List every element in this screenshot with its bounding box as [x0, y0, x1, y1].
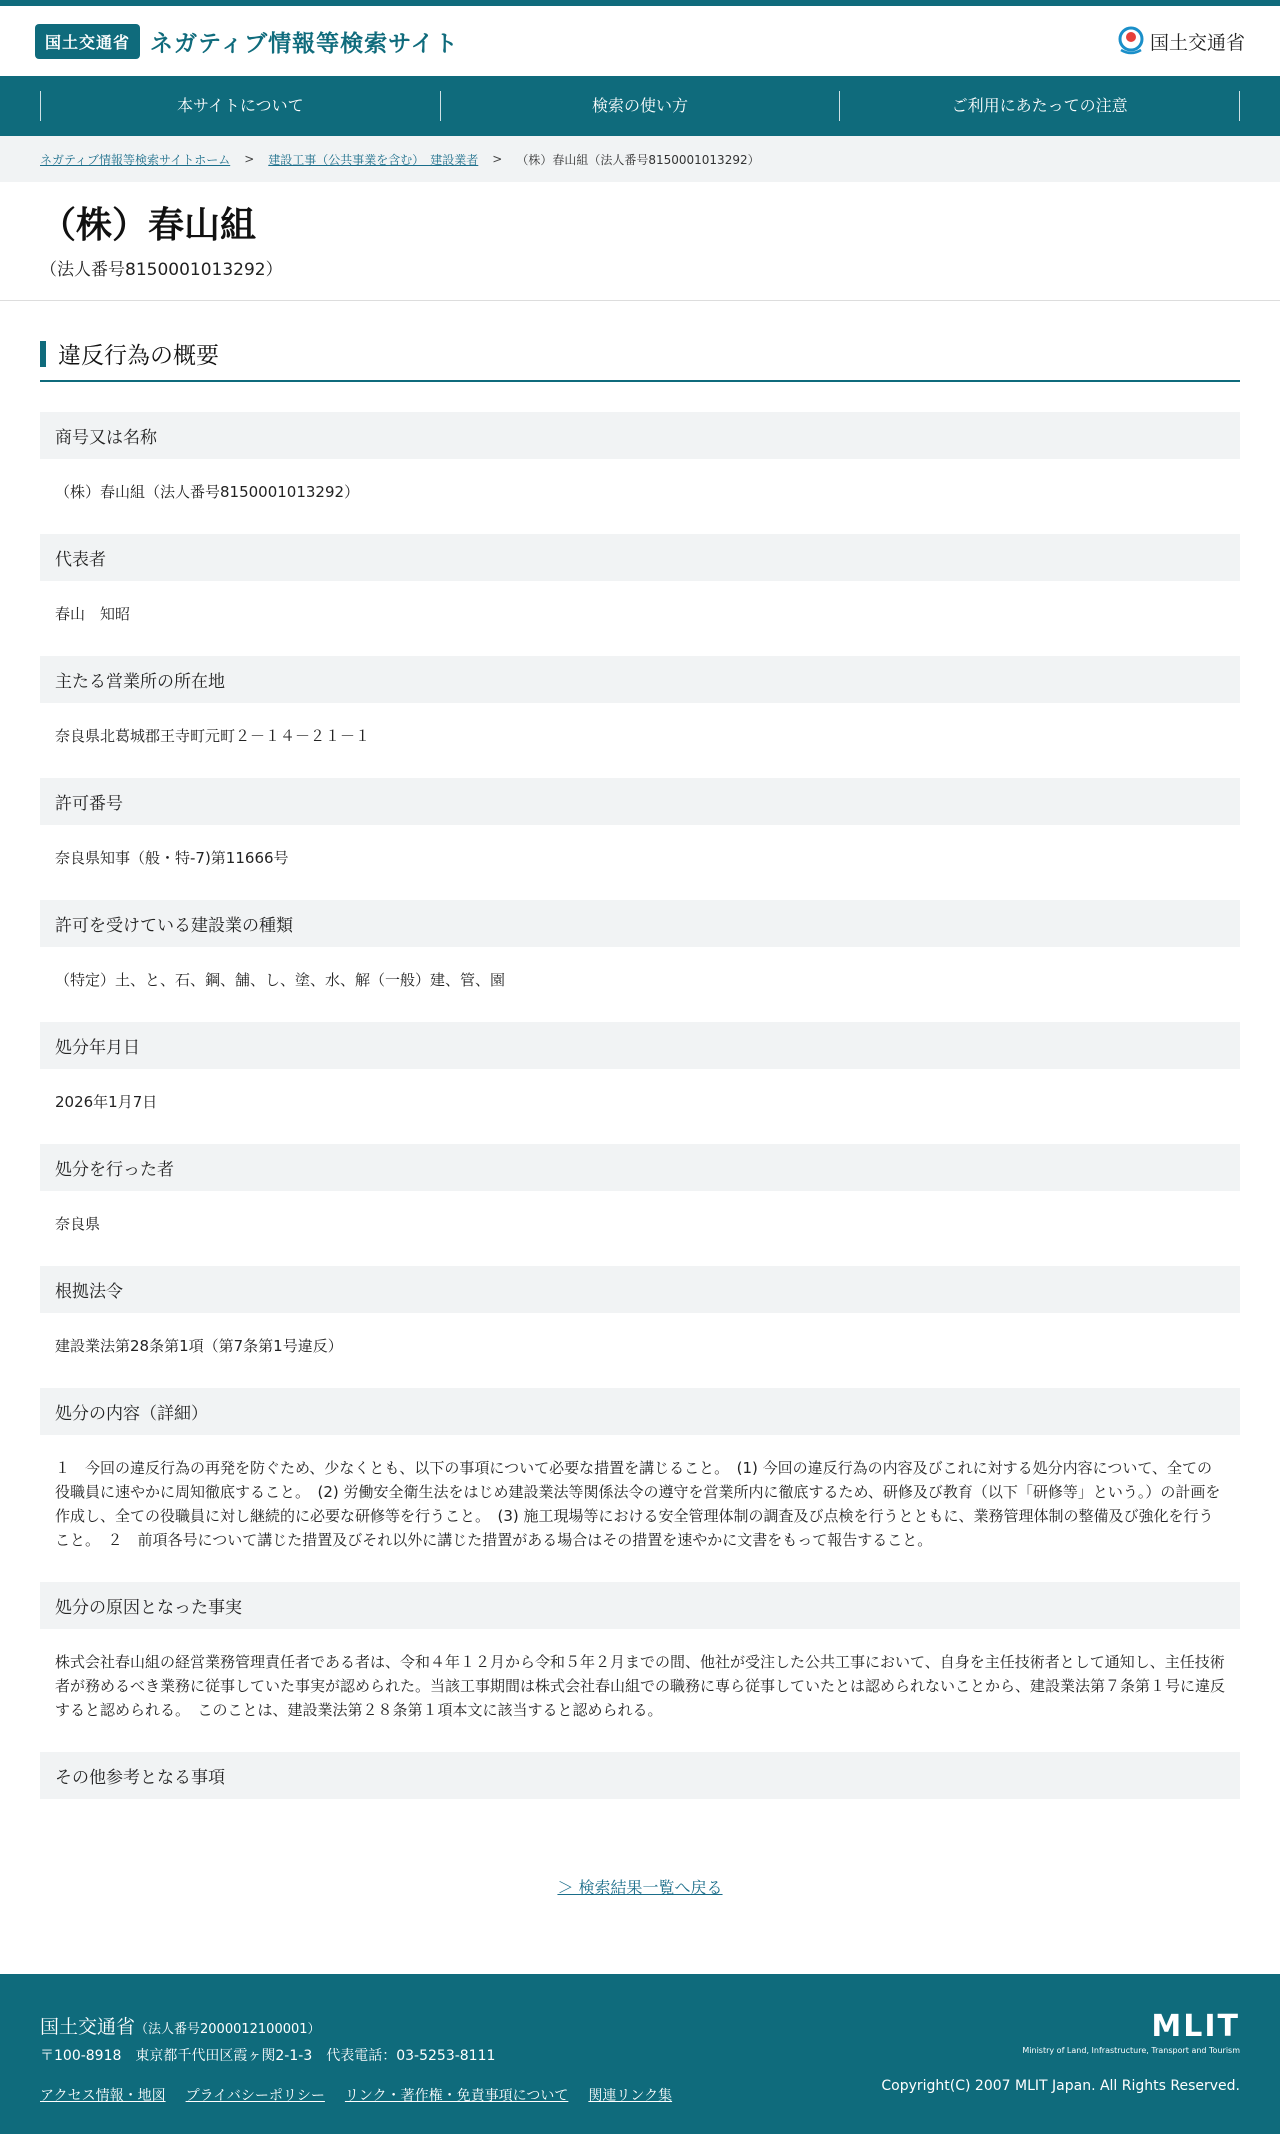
footer-org-number: （法人番号2000012100001） — [135, 2022, 321, 2038]
item-value-license-types: （特定）土、と、石、鋼、舗、し、塗、水、解（一般）建、管、園 — [55, 971, 506, 990]
item-value-address: 奈良県北葛城郡王寺町元町２－１４－２１－１ — [55, 727, 371, 746]
footer-link-copyright[interactable]: リンク・著作権・免責事項について — [344, 2088, 569, 2105]
mlit-logo-text: 国土交通省 — [1149, 31, 1245, 54]
item-value-disposition-date: 2026年1月7日 — [55, 1093, 158, 1112]
item-label-legal-basis: 根拠法令 — [40, 1266, 1240, 1313]
site-header — [0, 6, 1280, 76]
mlit-mark-subtitle: Ministry of Land, Infrastructure, Transport and Tourism — [1022, 2046, 1240, 2056]
item-label-representative: 代表者 — [40, 534, 1240, 581]
footer-org-name: 国土交通省 — [40, 2016, 136, 2039]
footer-link-privacy[interactable]: プライバシーポリシー — [185, 2088, 325, 2105]
item-value-legal-basis: 建設業法第28条第1項（第7条第1号違反） — [55, 1337, 343, 1356]
item-label-disposition-date: 処分年月日 — [40, 1022, 1240, 1069]
section-title: 違反行為の概要 — [58, 343, 219, 370]
breadcrumb-category-link[interactable]: 建設工事（公共事業を含む） 建設業者 — [268, 152, 479, 167]
back-to-results-link[interactable]: ＞ 検索結果一覧へ戻る — [557, 1878, 723, 1898]
item-value-disposer: 奈良県 — [55, 1215, 101, 1234]
item-label-cause-facts: 処分の原因となった事実 — [40, 1582, 1240, 1629]
site-footer — [0, 1974, 1280, 2134]
mlit-emblem-icon — [1118, 26, 1144, 56]
footer-copyright: Copyright(C) 2007 MLIT Japan. All Rights Reserved. — [881, 2078, 1240, 2095]
breadcrumb-separator: > — [492, 152, 503, 166]
back-link-wrap — [40, 1875, 1240, 1898]
nav-about[interactable]: 本サイトについて — [40, 91, 440, 121]
footer-address: 〒100-8918 東京都千代田区霞ヶ関2-1-3 代表電話：03-5253-8111 — [40, 2048, 496, 2065]
breadcrumb-separator: > — [244, 152, 255, 166]
item-value-disposition-details: １ 今回の違反行為の再発を防ぐため、少なくとも、以下の事項について必要な措置を講じること。 (1) 今回の違反行為の内容及びこれに対する処分内容について、全ての役職員に速やかに周知徹底すること。 (2) 労働安全衛生法をはじめ建設業法等関係法令の遵守を営業所内に徹底するため、研修及び教育（以下「研修等」という。）の計画を作成し、全ての役職員に対し継続的に必要な研修等を行うこと。 (3) 施工現場等における安全管理体制の調査及び点検を行うとともに、業務管理体制の整備及び強化を行うこと。 ２ 前項各号について講じた措置及びそれ以外に講じた措置がある場合はその措置を速やかに文書をもって報告すること。 — [55, 1459, 1221, 1550]
breadcrumb — [0, 136, 1280, 182]
title-block — [0, 182, 1280, 301]
site-title[interactable]: ネガティブ情報等検索サイト — [150, 30, 459, 57]
page-title: （株）春山組 — [40, 205, 257, 246]
breadcrumb-current: （株）春山組（法人番号8150001013292） — [516, 152, 760, 167]
item-value-representative: 春山 知昭 — [55, 605, 131, 624]
corporate-number: （法人番号8150001013292） — [40, 260, 283, 281]
section-heading — [40, 337, 1240, 382]
nav-how-to-search[interactable]: 検索の使い方 — [440, 91, 840, 121]
breadcrumb-home-link[interactable]: ネガティブ情報等検索サイトホーム — [40, 152, 231, 167]
item-label-license-types: 許可を受けている建設業の種類 — [40, 900, 1240, 947]
footer-link-access[interactable]: アクセス情報・地図 — [40, 2088, 166, 2105]
item-label-other-notes: その他参考となる事項 — [40, 1752, 1240, 1799]
item-value-cause-facts: 株式会社春山組の経営業務管理責任者である者は、令和４年１２月から令和５年２月までの間、他社が受注した公共工事において、自身を主任技術者として通知し、主任技術者が務めるべき業務に従事していた事実が認められた。当該工事期間は株式会社春山組での職務に専ら従事していたとは認められないことから、建設業法第７条第１号に違反すると認められる。 このことは、建設業法第２８条第１項本文に該当すると認められる。 — [55, 1653, 1226, 1720]
item-label-address: 主たる営業所の所在地 — [40, 656, 1240, 703]
item-label-license-number: 許可番号 — [40, 778, 1240, 825]
main-content — [0, 301, 1280, 1898]
item-label-disposer: 処分を行った者 — [40, 1144, 1240, 1191]
detail-list — [40, 412, 1240, 1799]
footer-mlit-mark — [1022, 2009, 1240, 2056]
ministry-badge: 国土交通省 — [35, 24, 140, 59]
item-label-disposition-details: 処分の内容（詳細） — [40, 1388, 1240, 1435]
mlit-logo[interactable] — [1118, 26, 1245, 56]
heading-accent-bar — [40, 341, 46, 367]
item-value-trade-name: （株）春山組（法人番号8150001013292） — [55, 483, 360, 502]
mlit-mark-logo: MLIT — [1151, 2009, 1240, 2045]
item-label-trade-name: 商号又は名称 — [40, 412, 1240, 459]
item-value-license-number: 奈良県知事（般・特-7)第11666号 — [55, 849, 289, 868]
site-brand[interactable] — [35, 24, 459, 59]
main-nav — [0, 76, 1280, 136]
nav-usage-notes[interactable]: ご利用にあたっての注意 — [839, 91, 1240, 121]
footer-link-related[interactable]: 関連リンク集 — [588, 2088, 673, 2105]
